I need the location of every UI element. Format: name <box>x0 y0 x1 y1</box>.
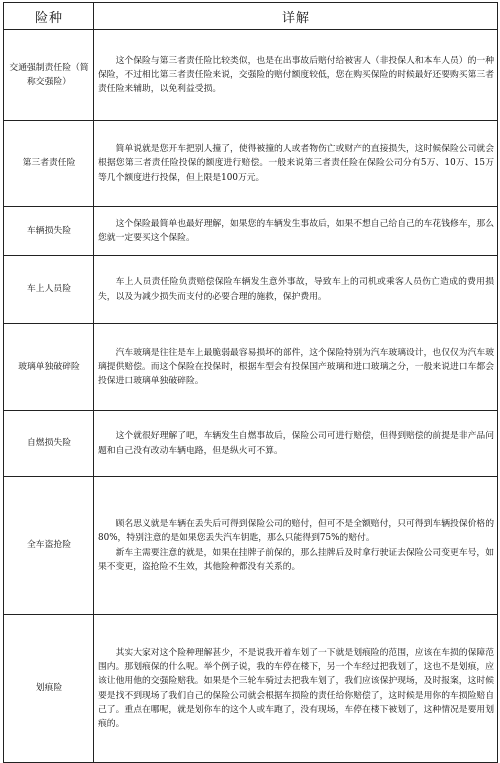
detail-paragraph: 这个就很好理解了吧，车辆发生自燃事故后，保险公司可进行赔偿，但得到赔偿的前提是非产品问题和自己没有改动车辆电路，但是纵火可不算。 <box>98 431 494 456</box>
detail-paragraph: 汽车玻璃是往往是车上最脆弱最容易损坏的部件，这个保险特别为汽车玻璃设计，也仅仅为汽车玻璃提供赔偿。而这个保险在投保时，根据车型会有投保国产玻璃和进口玻璃之分，一般来说进口车都会投保进口玻璃单独破碎险。 <box>98 347 494 387</box>
detail-paragraph: 其实大家对这个险种理解甚少，不是说我开着车划了一下就是划痕险的范围，应该在车损的保障范围内。那划痕保的什么呢。举个例子说，我的车停在楼下，另一个车经过把我划了，这也不是划痕，应该让他用他的交强险赔我。如果是个三轮车骑过去把我车划了，我们应该保护现场，及时报案，这时候要是找不到现场了我们自己的保险公司就会根据车损险的责任给你赔偿了，这时候是用你的车损险赔自己了。重点在哪呢，就是划你车的这个人或车跑了，没有现场，车停在楼下被划了，这种情况是要用划痕的。 <box>98 648 494 729</box>
detail-paragraph: 车上人员责任险负责赔偿保险车辆发生意外事故，导致车上的司机或乘客人员伤亡造成的费用损失，以及为减少损失而支付的必要合理的施救，保护费用。 <box>98 277 494 302</box>
table-header-row <box>4 3 498 30</box>
insurance-detail <box>94 121 498 207</box>
insurance-name: 自燃损失险 <box>4 411 94 477</box>
table-row <box>4 615 498 763</box>
detail-paragraph: 顾名思义就是车辆在丢失后可得到保险公司的赔付，但可不是全额赔付，只可得到车辆投保价格的80%，特别注意的是如果您丢失汽车钥匙，那么只能得到75%的赔付。 <box>98 519 494 544</box>
insurance-detail <box>94 324 498 411</box>
table-row <box>4 477 498 615</box>
table-row <box>4 121 498 207</box>
insurance-detail <box>94 615 498 763</box>
insurance-name: 交通强制责任险（简称交强险） <box>4 30 94 121</box>
insurance-types-table <box>3 2 498 763</box>
insurance-name: 全车盗抢险 <box>4 477 94 615</box>
table-row <box>4 411 498 477</box>
insurance-detail <box>94 207 498 256</box>
table-row <box>4 256 498 324</box>
detail-paragraph: 这个保险与第三者责任险比较类似，也是在出事故后赔付给被害人（非投保人和本车人员）的一种保险，不过相比第三者责任险来说，交强险的赔付额度较低，您在购买保险的时候最好还要购买第三者责任险来辅助，以免利益受损。 <box>98 55 494 95</box>
table-row <box>4 30 498 121</box>
insurance-name: 车辆损失险 <box>4 207 94 256</box>
insurance-detail <box>94 30 498 121</box>
header-details: 详解 <box>94 3 498 30</box>
insurance-name: 车上人员险 <box>4 256 94 324</box>
insurance-name: 第三者责任险 <box>4 121 94 207</box>
insurance-detail <box>94 411 498 477</box>
table-row <box>4 207 498 256</box>
detail-paragraph: 简单说就是您开车把别人撞了，使得被撞的人或者物伤亡或财产的直接损失，这时候保险公司就会根据您第三者责任险投保的额度进行赔偿。一般来说第三者责任险在保险公司分有5万、10万、15万等几个额度进行投保，但上限是100万元。 <box>98 144 494 183</box>
detail-paragraph: 新车主需要注意的就是，如果在挂牌子前保的，那么挂牌后及时拿行驶证去保险公司变更车号，如果不变更，盗抢险不生效，其他险种都没有关系的。 <box>98 547 494 572</box>
insurance-table-container <box>3 2 497 759</box>
insurance-detail <box>94 477 498 615</box>
insurance-name: 划痕险 <box>4 615 94 763</box>
insurance-detail <box>94 256 498 324</box>
header-insurance-type: 险种 <box>4 3 94 30</box>
table-row <box>4 324 498 411</box>
detail-paragraph: 这个保险最简单也最好理解，如果您的车辆发生事故后，如果不想自己给自己的车花钱修车，那么您就一定要买这个保险。 <box>98 218 494 243</box>
insurance-name: 玻璃单独破碎险 <box>4 324 94 411</box>
